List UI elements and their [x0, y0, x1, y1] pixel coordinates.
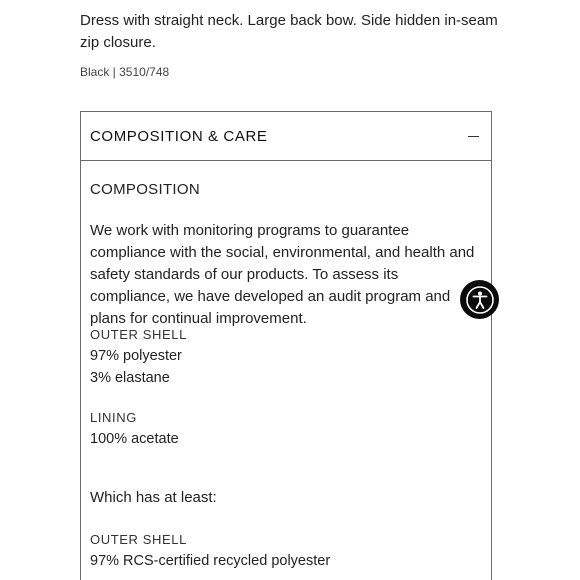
accordion-title: COMPOSITION & CARE — [90, 127, 268, 145]
material-line: 97% polyester — [90, 348, 182, 364]
accessibility-button[interactable] — [460, 280, 499, 319]
material-line: 97% RCS-certified recycled polyester — [90, 553, 331, 569]
product-color-reference: Black | 3510/748 — [80, 65, 170, 79]
composition-care-accordion-header[interactable] — [81, 112, 491, 161]
accessibility-person-icon — [465, 285, 495, 315]
lining-label: LINING — [90, 410, 137, 425]
at-least-intro: Which has at least: — [90, 489, 217, 506]
minus-icon[interactable] — [468, 136, 479, 137]
recycled-outer-shell-group — [90, 532, 330, 572]
material-line: 3% elastane — [90, 370, 170, 386]
outer-shell-label: OUTER SHELL — [90, 532, 187, 547]
product-description: Dress with straight neck. Large back bow. Side hidden in-seam zip closure. — [80, 12, 498, 51]
material-line: 100% acetate — [90, 431, 179, 447]
lining-group — [90, 410, 179, 450]
outer-shell-label: OUTER SHELL — [90, 327, 187, 342]
outer-shell-group — [90, 327, 187, 389]
compliance-paragraph: We work with monitoring programs to guarantee compliance with the social, environmental, and health and safety standards of our products. To assess its compliance, we have developed an audit program and plans for continual improvement. — [90, 222, 475, 327]
composition-section-title: COMPOSITION — [90, 181, 200, 198]
composition-care-accordion — [80, 111, 492, 580]
accordion-body — [81, 181, 491, 330]
